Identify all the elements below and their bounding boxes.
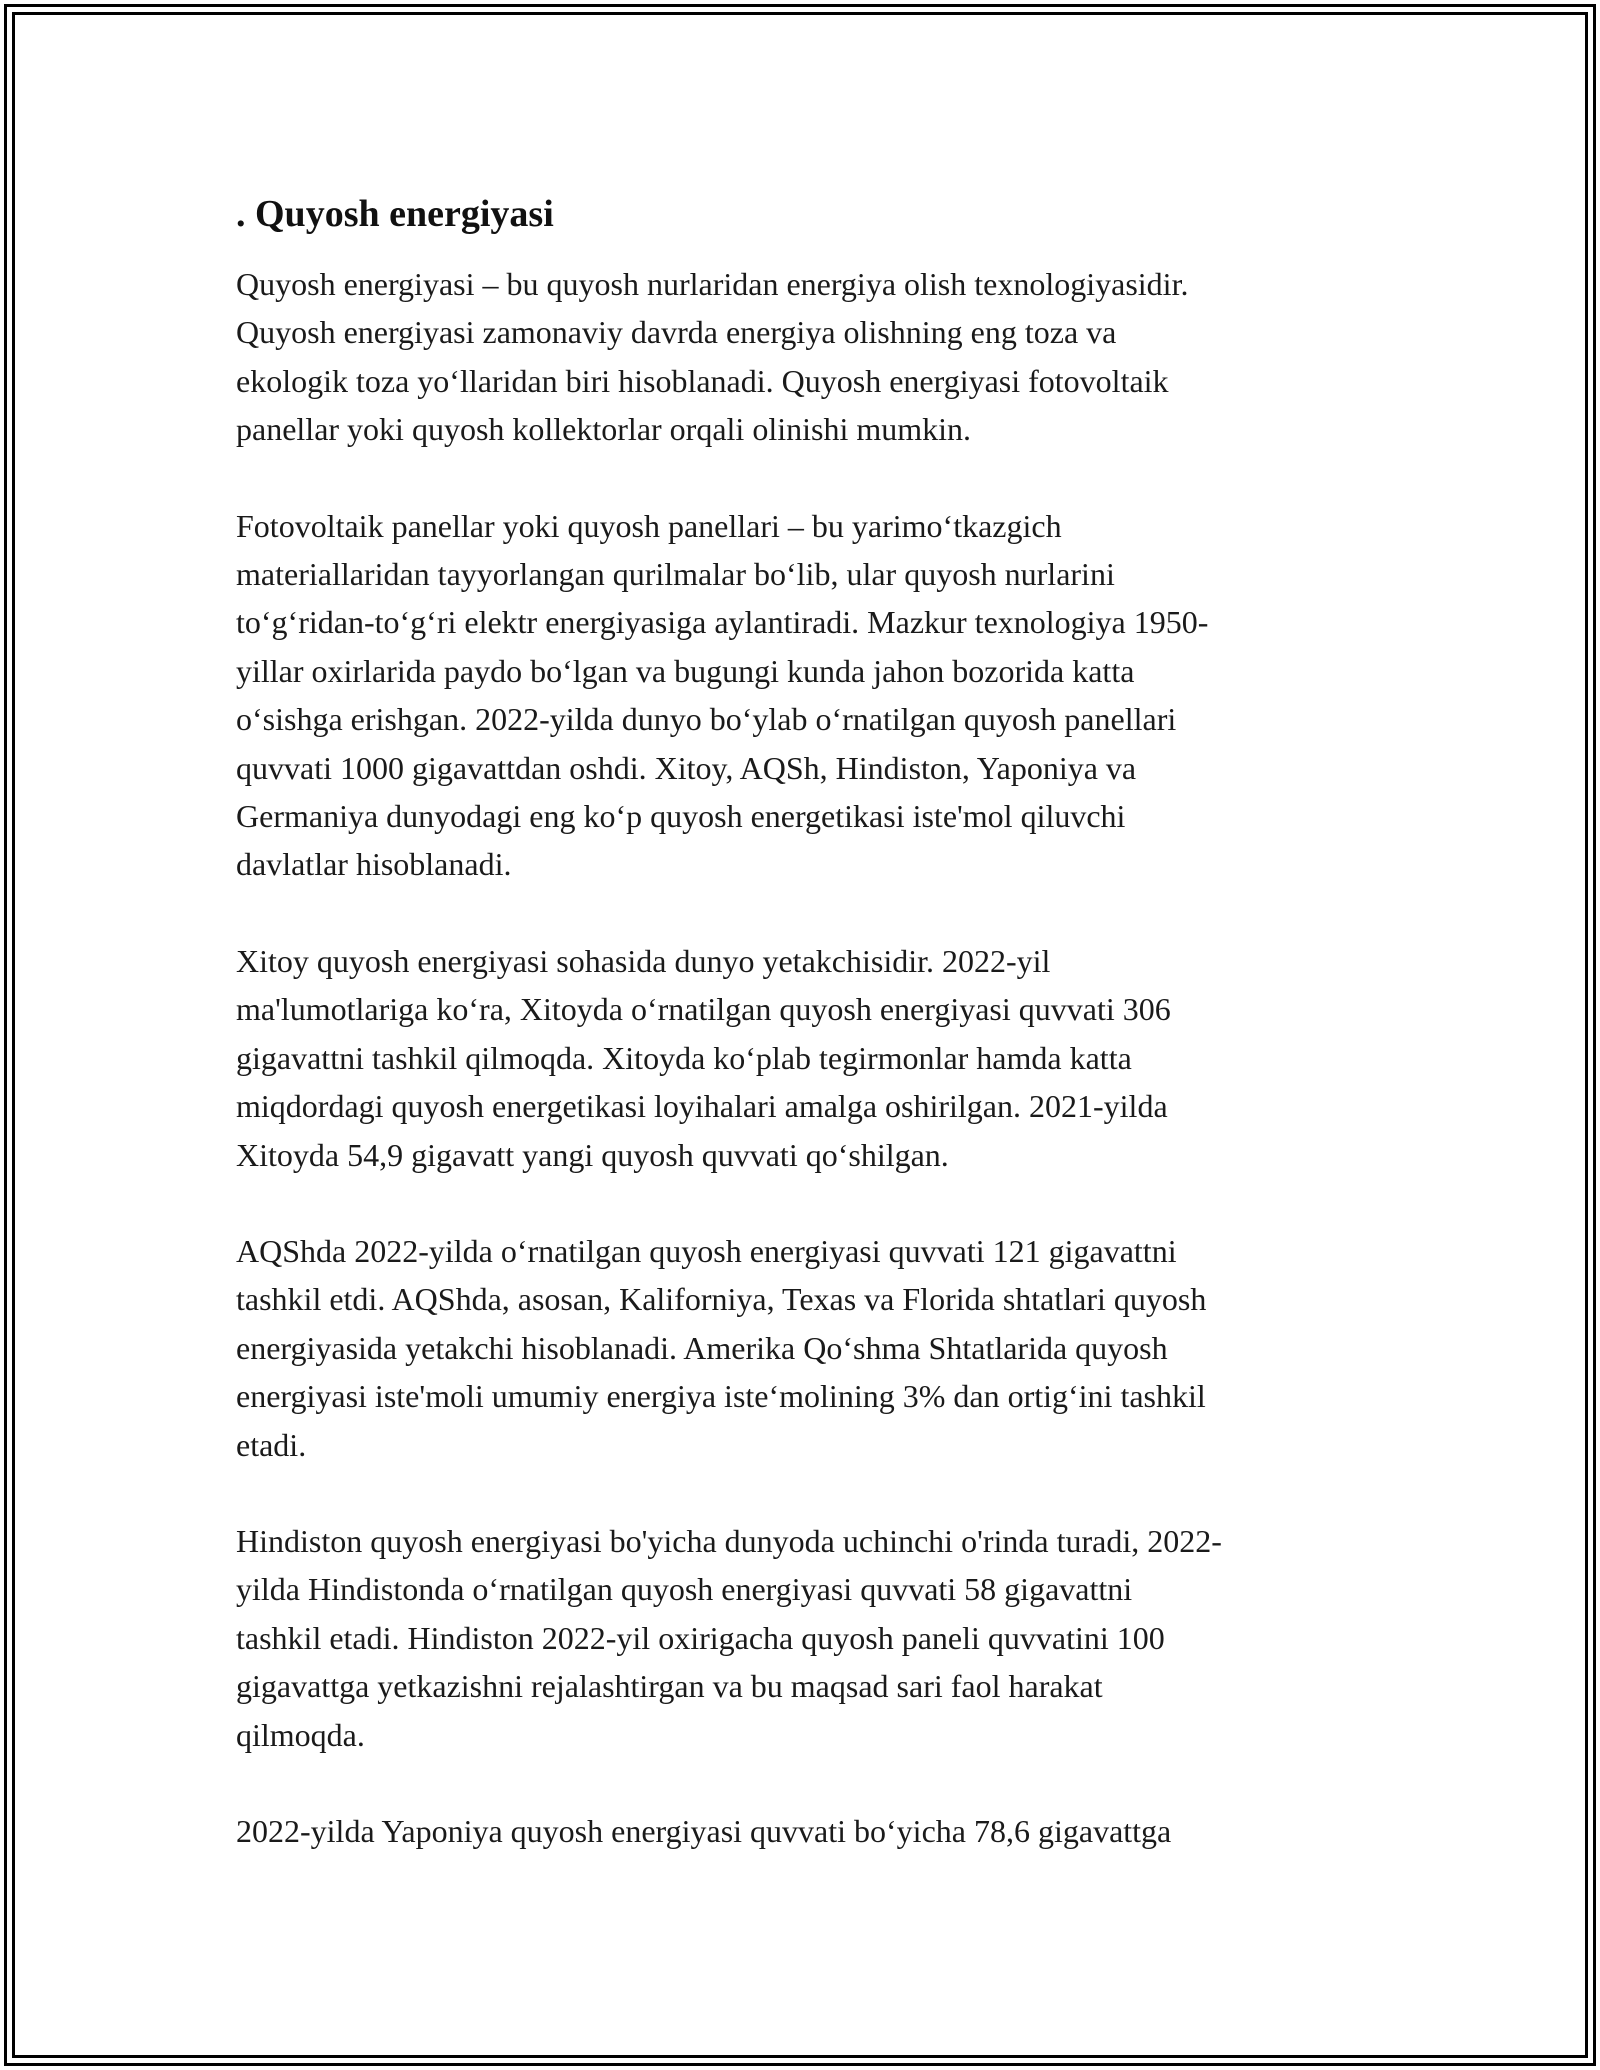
- paragraph-photovoltaic: Fotovoltaik panellar yoki quyosh panellari – bu yarimoʻtkazgich materiallaridan tayyorlangan qurilmalar boʻlib, ular quyosh nurlarini toʻgʻridan-toʻgʻri elektr energiyasiga aylantiradi. Mazkur texnologiya 1950- yillar oxirlarida paydo boʻlgan va bugungi kunda jahon bozorida katta oʻsishga erishgan. 2022-yilda dunyo boʻylab oʻrnatilgan quyosh panellari quvvati 1000 gigavattdan oshdi. Xitoy, AQSh, Hindiston, Yaponiya va Germaniya dunyodagi eng koʻp quyosh energetikasi iste'mol qiluvchi davlatlar hisoblanadi.: [236, 507, 1209, 883]
- section-title: . Quyosh energiyasi: [236, 193, 554, 235]
- paragraph-china: Xitoy quyosh energiyasi sohasida dunyo yetakchisidir. 2022-yil ma'lumotlariga koʻra, Xitoyda oʻrnatilgan quyosh energiyasi quvvati 306 gigavattni tashkil qilmoqda. Xitoyda koʻplab tegirmonlar hamda katta miqdordagi quyosh energetikasi loyihalari amalga oshirilgan. 2021-yilda Xitoyda 54,9 gigavatt yangi quyosh quvvati qoʻshilgan.: [236, 942, 1171, 1173]
- paragraph-japan: 2022-yilda Yaponiya quyosh energiyasi quvvati boʻyicha 78,6 gigavattga: [236, 1812, 1172, 1849]
- document-body: [236, 186, 1376, 1903]
- paragraph-intro: Quyosh energiyasi – bu quyosh nurlaridan energiya olish texnologiyasidir. Quyosh energiyasi zamonaviy davrda energiya olishning eng toza va ekologik toza yoʻllaridan biri hisoblanadi. Quyosh energiyasi fotovoltaik panellar yoki quyosh kollektorlar orqali olinishi mumkin.: [236, 266, 1189, 448]
- paragraph-india: Hindiston quyosh energiyasi bo'yicha dunyoda uchinchi o'rinda turadi, 2022- yilda Hindistonda oʻrnatilgan quyosh energiyasi quvvati 58 gigavattni tashkil etadi. Hindiston 2022-yil oxirigacha quyosh paneli quvvatini 100 gigavattga yetkazishni rejalashtirgan va bu maqsad sari faol harakat qilmoqda.: [236, 1522, 1222, 1753]
- paragraph-usa: AQShda 2022-yilda oʻrnatilgan quyosh energiyasi quvvati 121 gigavattni tashkil etdi. AQShda, asosan, Kaliforniya, Texas va Florida shtatlari quyosh energiyasida yetakchi hisoblanadi. Amerika Qoʻshma Shtatlarida quyosh energiyasi iste'moli umumiy energiya isteʻmolining 3% dan ortigʻini tashkil etadi.: [236, 1232, 1207, 1463]
